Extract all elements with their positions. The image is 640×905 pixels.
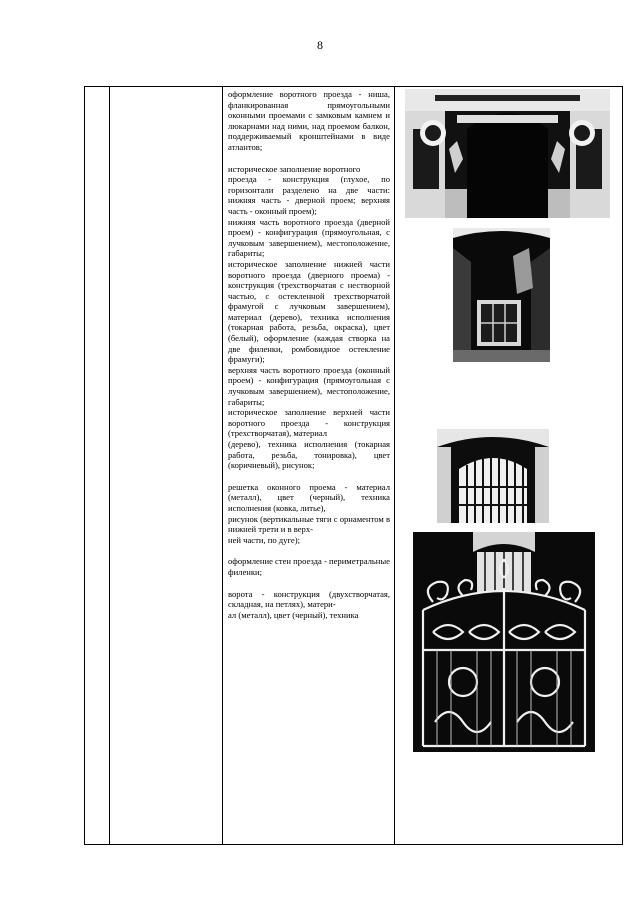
description-historic-fill: историческое заполнение воротного проезда - конструкция (глухое, по горизонтали разделено на две части: нижняя часть - дверной проем; верхняя часть - оконный проем); нижняя часть воротного проезда (дверной проем) - конфигурация (прямоугольная, с лучковым завершением), местоположение, габариты; историческое заполнение нижней части воротного проезда (дверного проема) - конструкция (трехстворчатая с нестворной частью, с остекленной трехстворчатой фрамугой с лучковым завершением), материал (дерево), техника исполнения (токарная работа, резьба, окраска), цвет (белый), оформление (каждая створка на две филенки, ромбовидное остекление фрамуги); верхняя часть воротного проезда (оконный проем) - конфигурация (прямоугольная с лучковым завершением), местоположение, габариты; историческое заполнение верхней части воротного проезда - конструкция (трехстворчатая), материал (дерево), техника исполнения (токарная работа, резьба, тонировка), цвет (коричневый), рисунок; <box>228 163 390 471</box>
facade-arch-photo <box>405 89 610 218</box>
description-window-grille: решетка оконного проема - материал (металл), цвет (черный), техника исполнения (ковка, литье), рисунок (вертикальные тяги с орнаментом в нижней трети и в верх- ней части, по дуге); <box>228 481 390 545</box>
table-cell-index <box>85 87 110 845</box>
page-number: 8 <box>317 38 323 52</box>
description-facade: оформление воротного проезда - ниша, фланкированная прямоугольными оконными проемами с замковым камнем и люкарнами над ними, над проемом балкон, поддерживаемый кронштейнами в виде атлантов; <box>228 89 390 152</box>
wrought-iron-gate-photo <box>413 532 595 752</box>
document-table <box>84 86 623 845</box>
table-row <box>85 87 623 845</box>
photo-cell <box>395 87 623 845</box>
description-gates: ворота - конструкция (двухстворчатая, складная, на петлях), матери- ал (металл), цвет (черный), техника <box>228 588 390 620</box>
lattice-window-photo <box>437 429 549 523</box>
description-wall-finish: оформление стен проезда - периметральные филенки; <box>228 556 390 577</box>
table-cell-object <box>110 87 223 845</box>
description-cell <box>223 87 395 845</box>
gate-passage-interior-photo <box>453 228 550 362</box>
